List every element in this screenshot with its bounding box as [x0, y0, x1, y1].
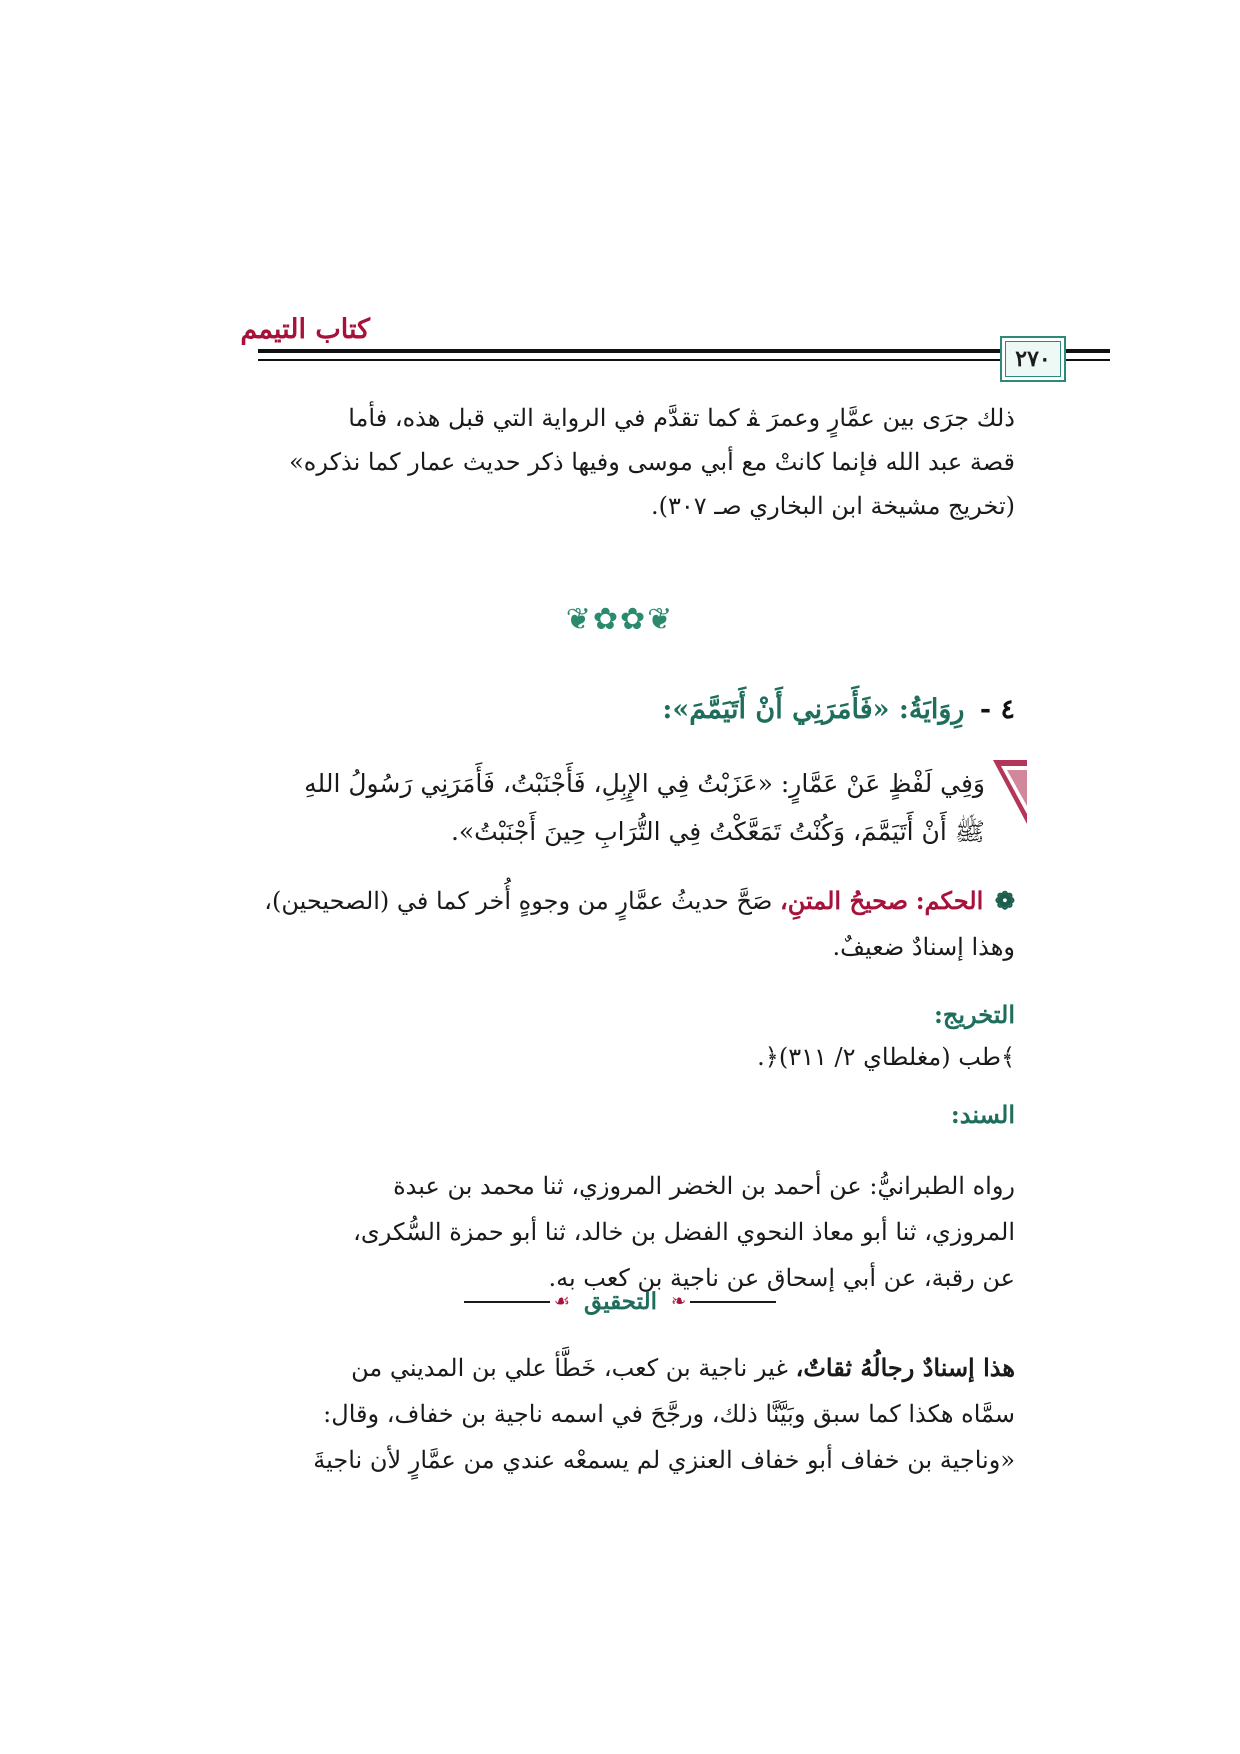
- hadith-line: ﷺ أَنْ أَتَيَمَّمَ، وَكُنْتُ تَمَعَّكْتُ فِي التُّرَابِ حِينَ أَجْنَبْتُ».: [450, 817, 985, 846]
- divider-line: [464, 1301, 550, 1303]
- header-rule-right-thick: [1066, 349, 1110, 353]
- divider-label: التحقيق: [584, 1288, 657, 1315]
- header-rule-thick: [258, 349, 1000, 353]
- sanad-line: رواه الطبرانيُّ: عن أحمد بن الخضر المروزي، ثنا محمد بن عبدة: [393, 1172, 1015, 1200]
- ruling-value: صحيحُ المتنِ،: [779, 886, 909, 915]
- tahqiq-line: «وناجية بن خفاف أبو خفاف العنزي لم يسمعْه عندي من عمَّارٍ لأن ناجيةَ: [313, 1446, 1015, 1474]
- sanad-label: السند:: [950, 1100, 1015, 1129]
- tahqiq-text: غير ناجية بن كعب، خَطَّأ علي بن المديني من: [351, 1354, 796, 1382]
- section-number: ٤ -: [979, 694, 1015, 725]
- sanad-line: المروزي، ثنا أبو معاذ النحوي الفضل بن خالد، ثنا أبو حمزة السُّكرى،: [353, 1218, 1015, 1246]
- tahqiq-lead: هذا إسنادٌ رجالُهُ ثقاتٌ،: [795, 1353, 1015, 1382]
- tahqiq-line: سمَّاه هكذا كما سبق وبَيَّنَّا ذلك، ورجَّحَ في اسمه ناجية بن خفاف، وقال:: [323, 1400, 1015, 1428]
- flourish-icon: ❧: [671, 1291, 687, 1312]
- section-ornament: ❦✿✿❦: [565, 602, 675, 637]
- section-title: رِوَايَةُ: «فَأَمَرَنِي أَنْ أَتَيَمَّمَ»:: [662, 694, 965, 725]
- divider-line: [690, 1301, 776, 1303]
- sanad-paragraph: [225, 1163, 1015, 1301]
- flourish-icon: ☙: [553, 1291, 571, 1312]
- quote-corner-ornament: [993, 760, 1027, 824]
- takhrij-text: ﴾طب (مغلطاي ٢/ ٣١١)﴿.: [757, 1043, 1015, 1071]
- page-number: ٢٧٠: [1015, 346, 1051, 372]
- ruling-text-line2: وهذا إسنادٌ ضعيفٌ.: [832, 933, 1015, 961]
- hadith-line: وَفِي لَفْظٍ عَنْ عَمَّارٍ: «عَزَبْتُ فِي الإِبِلِ، فَأَجْنَبْتُ، فَأَمَرَنِي رَسُولُ اللهِ: [304, 769, 985, 798]
- flower-icon: ❁: [994, 886, 1015, 915]
- hadith-quote: [225, 760, 1015, 856]
- section-heading: [662, 694, 1015, 725]
- ruling-block: [225, 878, 1015, 970]
- header-rule-right-thin: [1066, 359, 1110, 361]
- intro-line: قصة عبد الله فإنما كانتْ مع أبي موسى وفيها ذكر حديث عمار كما نذكره»: [289, 448, 1015, 476]
- tahqiq-divider: [0, 1288, 1240, 1315]
- intro-line: ذلك جرَى بين عمَّارٍ وعمرَ ﭭ كما تقدَّم في الرواية التي قبل هذه، فأما: [348, 404, 1015, 432]
- takhrij-label: التخريج:: [934, 1000, 1015, 1029]
- ruling-label: الحكم:: [915, 886, 984, 915]
- sanad-line: عن رقبة، عن أبي إسحاق عن ناجية بن كعب به.: [548, 1264, 1015, 1292]
- ruling-text: صَحَّ حديثُ عمَّارٍ من وجوهٍ أُخر كما في (الصحيحين)،: [264, 887, 773, 915]
- header-rule-thin: [258, 359, 1000, 361]
- intro-line: (تخريج مشيخة ابن البخاري صـ ٣٠٧).: [650, 492, 1015, 520]
- intro-paragraph: [225, 396, 1015, 528]
- page-number-frame: [1000, 336, 1066, 382]
- page-title: كتاب التيمم: [240, 314, 370, 345]
- tahqiq-paragraph: [225, 1345, 1015, 1483]
